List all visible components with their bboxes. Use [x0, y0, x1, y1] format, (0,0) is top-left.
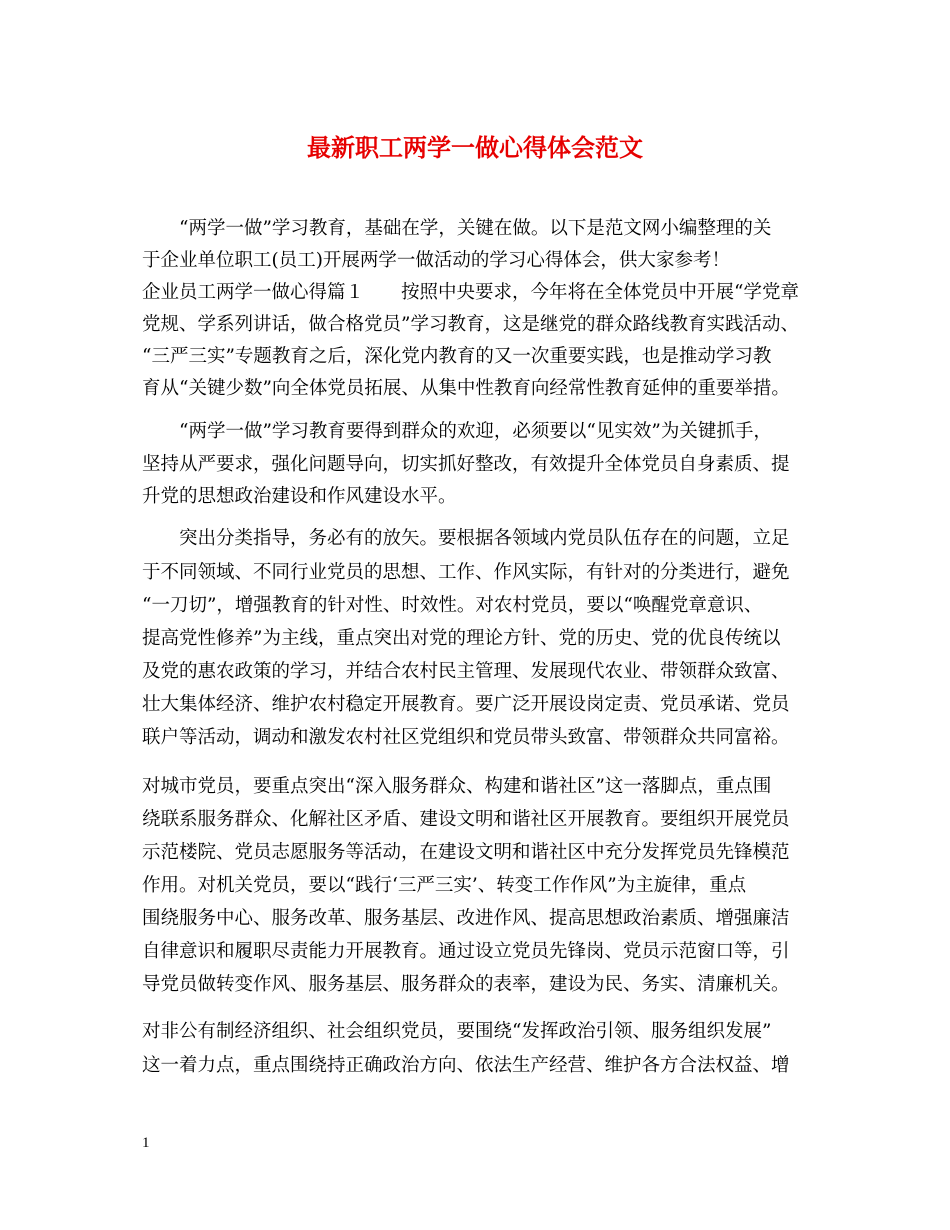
- body-text-line: 作用。对机关党员，要以“践行‘三严三实’、转变工作作风”为主旋律，重点: [142, 875, 747, 896]
- body-text-line: 提高党性修养”为主线，重点突出对党的理论方针、党的历史、党的优良传统以: [142, 628, 781, 649]
- body-text-line: 企业员工两学一做心得篇１ 按照中央要求，今年将在全体党员中开展“学党章: [142, 282, 799, 303]
- body-text-line: “一刀切”，增强教育的针对性、时效性。对农村党员，要以“唤醒党章意识、: [142, 595, 763, 616]
- body-text-line: 及党的惠农政策的学习，并结合农村民主管理、发展现代农业、带领群众致富、: [142, 661, 790, 682]
- body-text-line: 导党员做转变作风、服务基层、服务群众的表率，建设为民、务实、清廉机关。: [142, 974, 790, 995]
- body-text-line: 坚持从严要求，强化问题导向，切实抓好整改，有效提升全体党员自身素质、提: [142, 454, 790, 475]
- body-text-line: 对非公有制经济组织、社会组织党员，要围绕“发挥政治引领、服务组织发展”: [142, 1021, 772, 1042]
- body-text-line: “两学一做”学习教育要得到群众的欢迎，必须要以“见实效”为关键抓手，: [142, 421, 772, 442]
- body-text-line: 党规、学系列讲话，做合格党员”学习教育，这是继党的群众路线教育实践活动、: [142, 314, 799, 335]
- body-text-line: 绕联系服务群众、化解社区矛盾、建设文明和谐社区开展教育。要组织开展党员: [142, 809, 790, 830]
- body-text-line: 这一着力点，重点围绕持正确政治方向、依法生产经营、维护各方合法权益、增: [142, 1055, 790, 1076]
- page-title: 最新职工两学一做心得体会范文: [307, 133, 643, 162]
- body-text-line: 自律意识和履职尽责能力开展教育。通过设立党员先锋岗、党员示范窗口等，引: [142, 941, 790, 962]
- body-text-line: 联户等活动，调动和激发农村社区党组织和党员带头致富、带领群众共同富裕。: [142, 727, 790, 748]
- body-text-line: 于不同领域、不同行业党员的思想、工作、作风实际，有针对的分类进行，避免: [142, 562, 790, 583]
- body-text-line: 围绕服务中心、服务改革、服务基层、改进作风、提高思想政治素质、增强廉洁: [142, 908, 790, 929]
- body-text-line: 突出分类指导，务必有的放矢。要根据各领域内党员队伍存在的问题，立足: [142, 528, 790, 549]
- body-text-line: 示范楼院、党员志愿服务等活动，在建设文明和谐社区中充分发挥党员先锋模范: [142, 842, 790, 863]
- body-text-line: 育从“关键少数”向全体党员拓展、从集中性教育向经常性教育延伸的重要举措。: [142, 378, 790, 399]
- body-text-line: “三严三实”专题教育之后，深化党内教育的又一次重要实践，也是推动学习教: [142, 346, 772, 367]
- body-text-line: “两学一做”学习教育，基础在学，关键在做。以下是范文网小编整理的关: [142, 218, 772, 239]
- body-text-line: 对城市党员，要重点突出“深入服务群众、构建和谐社区”这一落脚点，重点围: [142, 776, 772, 797]
- body-text-line: 升党的思想政治建设和作风建设水平。: [142, 486, 457, 507]
- body-text-line: 壮大集体经济、维护农村稳定开展教育。要广泛开展设岗定责、党员承诺、党员: [142, 694, 790, 715]
- body-text-line: 于企业单位职工(员工)开展两学一做活动的学习心得体会，供大家参考！: [142, 250, 730, 271]
- page-number: 1: [142, 1135, 150, 1151]
